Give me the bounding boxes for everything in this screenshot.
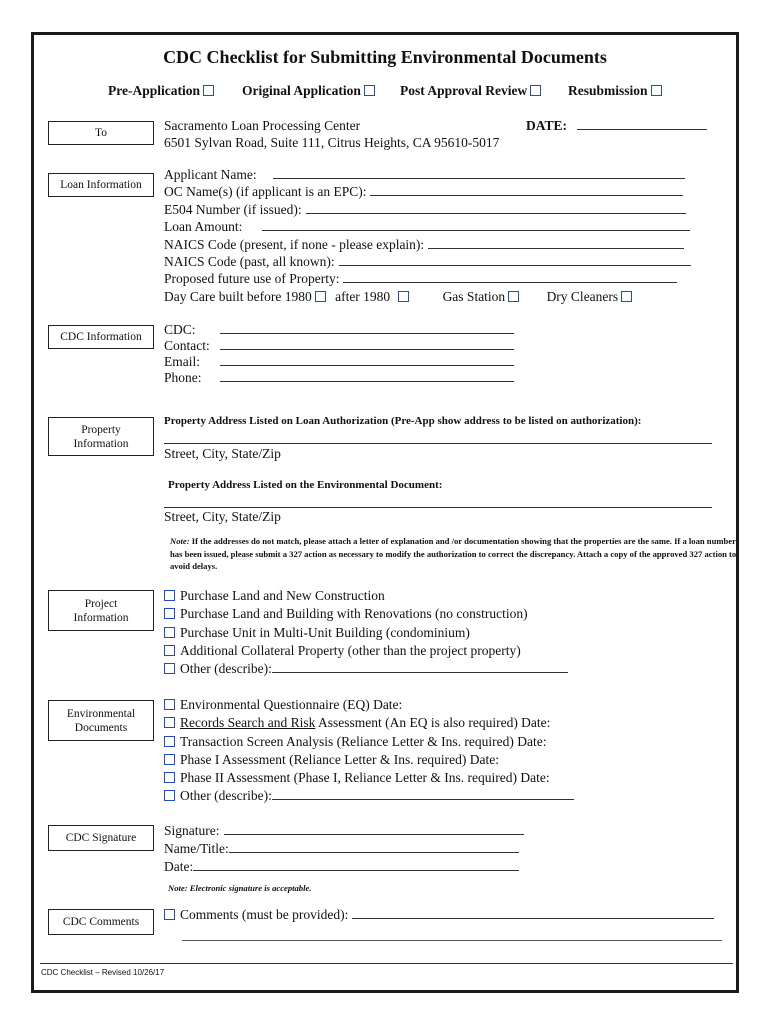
resubmission-option[interactable]: Resubmission: [568, 83, 662, 99]
pre-application-option[interactable]: Pre-Application: [108, 83, 214, 99]
project-option[interactable]: Additional Collateral Property (other than the project property): [164, 643, 521, 659]
cdc-information-label: CDC Information: [48, 325, 154, 349]
checkbox-icon[interactable]: [164, 663, 175, 674]
property-type-options: Day Care built before 1980 after 1980 Gas Station Dry Cleaners: [164, 289, 632, 305]
future-use-field[interactable]: Proposed future use of Property:: [164, 271, 677, 287]
checkbox-icon[interactable]: [164, 736, 175, 747]
env-doc-address-heading: Property Address Listed on the Environmental Document:: [168, 479, 443, 491]
checkbox-icon[interactable]: [530, 85, 541, 96]
name-title-field[interactable]: Name/Title:: [164, 841, 519, 857]
checkbox-icon[interactable]: [164, 608, 175, 619]
signature-field[interactable]: Signature:: [164, 823, 524, 839]
project-option[interactable]: Purchase Land and New Construction: [164, 588, 385, 604]
env-doc-option[interactable]: Environmental Questionnaire (EQ) Date:: [164, 697, 402, 713]
property-information-label: Property Information: [48, 417, 154, 456]
env-doc-address-line[interactable]: [164, 507, 712, 508]
checkbox-icon[interactable]: [164, 717, 175, 728]
env-doc-option-other[interactable]: Other (describe):: [164, 788, 574, 804]
date-field[interactable]: DATE:: [526, 118, 707, 134]
project-option[interactable]: Purchase Land and Building with Renovations (no construction): [164, 606, 528, 622]
naics-present-field[interactable]: NAICS Code (present, if none - please explain):: [164, 237, 684, 253]
street-city-state-2: Street, City, State/Zip: [164, 509, 281, 524]
to-address: 6501 Sylvan Road, Suite 111, Citrus Heights, CA 95610-5017: [164, 135, 500, 150]
checkbox-icon[interactable]: [398, 291, 409, 302]
phone-field[interactable]: Phone:: [164, 370, 514, 386]
checkbox-icon[interactable]: [164, 590, 175, 601]
contact-field[interactable]: Contact:: [164, 338, 514, 354]
street-city-state-1: Street, City, State/Zip: [164, 446, 281, 461]
env-doc-option[interactable]: Phase I Assessment (Reliance Letter & Ins. required) Date:: [164, 752, 499, 768]
env-doc-option[interactable]: Transaction Screen Analysis (Reliance Letter & Ins. required) Date:: [164, 734, 547, 750]
checkbox-icon[interactable]: [203, 85, 214, 96]
original-application-option[interactable]: Original Application: [242, 83, 375, 99]
signature-date-field[interactable]: Date:: [164, 859, 519, 875]
cdc-comments-label: CDC Comments: [48, 909, 154, 935]
project-option-other[interactable]: Other (describe):: [164, 661, 568, 677]
address-mismatch-note: Note: If the addresses do not match, please attach a letter of explanation and /or documentation showing that the properties are the same. If a loan number has been issued, please submit a 327 action as necessary to modify the authorization to correct the discrepancy. Attach a copy of the approved 327 action to avoid delays.: [170, 536, 737, 571]
comments-field[interactable]: Comments (must be provided):: [164, 907, 714, 923]
project-information-label: Project Information: [48, 590, 154, 631]
to-label: To: [48, 121, 154, 145]
footer-revision: CDC Checklist – Revised 10/26/17: [41, 968, 165, 977]
naics-past-field[interactable]: NAICS Code (past, all known):: [164, 254, 691, 270]
loan-auth-address-heading: Property Address Listed on Loan Authorization (Pre-App show address to be listed on authorization):: [164, 415, 642, 427]
page-title: CDC Checklist for Submitting Environmental Documents: [163, 47, 607, 67]
checkbox-icon[interactable]: [164, 645, 175, 656]
checkbox-icon[interactable]: [315, 291, 326, 302]
checkbox-icon[interactable]: [651, 85, 662, 96]
checkbox-icon[interactable]: [621, 291, 632, 302]
cdc-field[interactable]: CDC:: [164, 322, 514, 338]
environmental-documents-label: Environmental Documents: [48, 700, 154, 741]
loan-amount-field[interactable]: Loan Amount:: [164, 219, 690, 235]
applicant-name-field[interactable]: Applicant Name:: [164, 167, 685, 183]
comments-line-2[interactable]: [182, 940, 722, 941]
oc-name-field[interactable]: OC Name(s) (if applicant is an EPC):: [164, 184, 683, 200]
to-name: Sacramento Loan Processing Center: [164, 118, 361, 133]
checkbox-icon[interactable]: [164, 790, 175, 801]
e504-number-field[interactable]: E504 Number (if issued):: [164, 202, 686, 218]
loan-auth-address-line[interactable]: [164, 443, 712, 444]
checkbox-icon[interactable]: [364, 85, 375, 96]
checkbox-icon[interactable]: [164, 772, 175, 783]
email-field[interactable]: Email:: [164, 354, 514, 370]
checkbox-icon[interactable]: [164, 699, 175, 710]
env-doc-option[interactable]: Records Search and Risk Assessment (An EQ is also required) Date:: [164, 715, 550, 731]
footer-divider: [40, 963, 733, 964]
checkbox-icon[interactable]: [508, 291, 519, 302]
post-approval-review-option[interactable]: Post Approval Review: [400, 83, 541, 99]
checkbox-icon[interactable]: [164, 754, 175, 765]
checkbox-icon[interactable]: [164, 909, 175, 920]
project-option[interactable]: Purchase Unit in Multi-Unit Building (condominium): [164, 625, 470, 641]
checkbox-icon[interactable]: [164, 627, 175, 638]
cdc-signature-label: CDC Signature: [48, 825, 154, 851]
loan-information-label: Loan Information: [48, 173, 154, 197]
electronic-signature-note: Note: Electronic signature is acceptable.: [168, 883, 312, 893]
env-doc-option[interactable]: Phase II Assessment (Phase I, Reliance Letter & Ins. required) Date:: [164, 770, 550, 786]
